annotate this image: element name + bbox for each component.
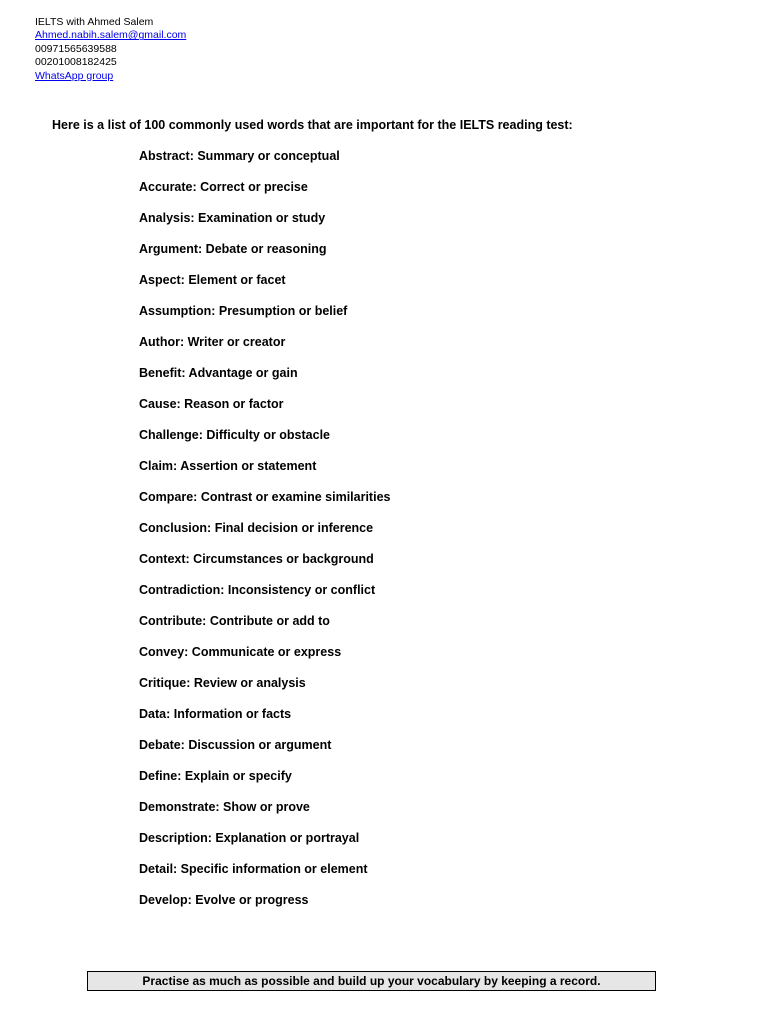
list-item-text: Data: Information or facts <box>139 707 292 721</box>
list-item-text: Compare: Contrast or examine similarities <box>139 490 391 504</box>
list-item-text: Debate: Discussion or argument <box>139 738 332 752</box>
list-item-text: Critique: Review or analysis <box>139 676 306 690</box>
footer-note: Practise as much as possible and build up your vocabulary by keeping a record. <box>87 971 656 991</box>
list-item-text: Contribute: Contribute or add to <box>139 614 330 628</box>
list-item-text: Conclusion: Final decision or inference <box>139 521 374 535</box>
list-item-text: Description: Explanation or portrayal <box>139 831 360 845</box>
list-item-text: Aspect: Element or facet <box>139 273 286 287</box>
list-item-text: Author: Writer or creator <box>139 335 286 349</box>
phone-number-2: 00201008182425 <box>35 56 117 69</box>
intro-text: Here is a list of 100 commonly used words that are important for the IELTS reading test: <box>52 118 573 132</box>
list-item-text: Analysis: Examination or study <box>139 211 326 225</box>
list-item-text: Argument: Debate or reasoning <box>139 242 327 256</box>
list-item-text: Develop: Evolve or progress <box>139 893 309 907</box>
list-item-text: Define: Explain or specify <box>139 769 292 783</box>
author-title: IELTS with Ahmed Salem <box>35 16 154 28</box>
list-item-text: Assumption: Presumption or belief <box>139 304 348 318</box>
phone-number-1: 00971565639588 <box>35 42 117 55</box>
list-item-text: Accurate: Correct or precise <box>139 180 308 194</box>
list-item-text: Claim: Assertion or statement <box>139 459 317 473</box>
email-link[interactable]: Ahmed.nabih.salem@gmail.com <box>35 29 187 42</box>
list-item-text: Benefit: Advantage or gain <box>139 366 298 380</box>
list-item-text: Demonstrate: Show or prove <box>139 800 310 814</box>
list-item-text: Convey: Communicate or express <box>139 645 342 659</box>
list-item-text: Detail: Specific information or element <box>139 862 368 876</box>
list-item-text: Context: Circumstances or background <box>139 552 374 566</box>
document-header <box>35 16 186 83</box>
list-item-text: Cause: Reason or factor <box>139 397 284 411</box>
whatsapp-group-link[interactable]: WhatsApp group <box>35 69 114 82</box>
list-item-text: Challenge: Difficulty or obstacle <box>139 428 331 442</box>
list-item-text: Contradiction: Inconsistency or conflict <box>139 583 376 597</box>
list-item-text: Abstract: Summary or conceptual <box>139 149 340 163</box>
